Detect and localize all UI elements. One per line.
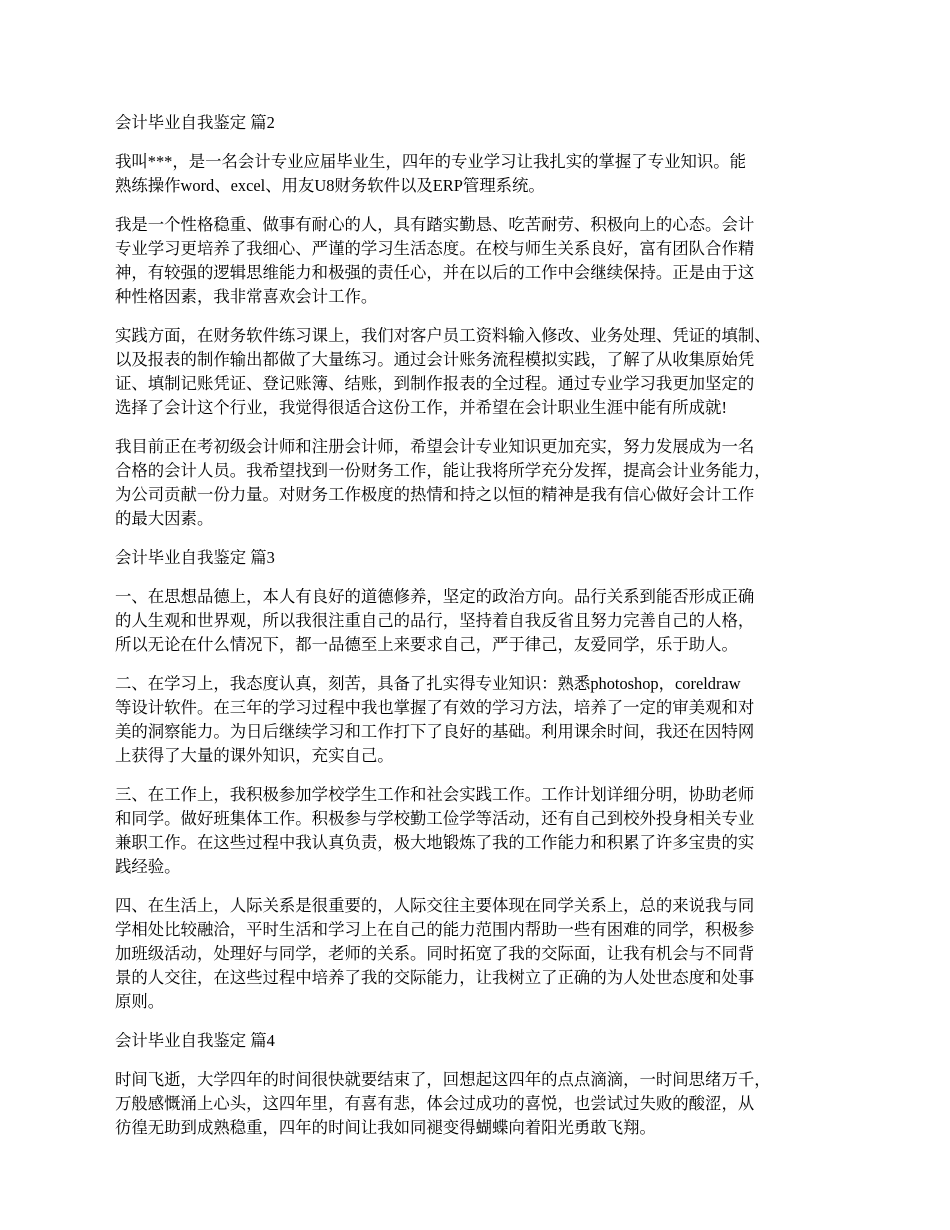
section-3 xyxy=(115,546,837,1014)
paragraph xyxy=(115,435,837,531)
text-line: 等设计软件。在三年的学习过程中我也掌握了有效的学习方法，培养了一定的审美观和对 xyxy=(115,698,755,717)
text-line: 加班级活动，处理好与同学，老师的关系。同时拓宽了我的交际面，让我有机会与不同背 xyxy=(115,944,755,963)
document-body xyxy=(115,111,837,1155)
text-line: 万般感慨涌上心头，这四年里，有喜有悲，体会过成功的喜悦，也尝试过失败的酸涩，从 xyxy=(115,1094,755,1113)
paragraph xyxy=(115,894,837,1014)
section-heading: 会计毕业自我鉴定 篇3 xyxy=(115,548,275,567)
text-line: 熟练操作word、excel、用友U8财务软件以及ERP管理系统。 xyxy=(115,176,545,195)
text-line: 证、填制记账凭证、登记账簿、结账，到制作报表的全过程。通过专业学习我更加坚定的 xyxy=(115,374,755,393)
text-line: 兼职工作。在这些过程中我认真负责，极大地锻炼了我的工作能力和积累了许多宝贵的实 xyxy=(115,833,755,852)
paragraph xyxy=(115,585,837,657)
text-line: 学相处比较融洽，平时生活和学习上在自己的能力范围内帮助一些有困难的同学，积极参 xyxy=(115,920,755,939)
text-line: 所以无论在什么情况下，都一品德至上来要求自己，严于律己，友爱同学，乐于助人。 xyxy=(115,635,738,654)
text-line: 专业学习更培养了我细心、严谨的学习生活态度。在校与师生关系良好，富有团队合作精 xyxy=(115,239,755,258)
text-line: 我叫***，是一名会计专业应届毕业生，四年的专业学习让我扎实的掌握了专业知识。能 xyxy=(115,152,747,171)
text-line: 三、在工作上，我积极参加学校学生工作和社会实践工作。工作计划详细分明，协助老师 xyxy=(115,785,755,804)
section-heading: 会计毕业自我鉴定 篇4 xyxy=(115,1031,275,1050)
paragraph xyxy=(115,783,837,879)
section-2 xyxy=(115,111,837,531)
text-line: 合格的会计人员。我希望找到一份财务工作，能让我将所学充分发挥，提高会计业务能力， xyxy=(115,461,771,480)
paragraph xyxy=(115,213,837,309)
text-line: 我是一个性格稳重、做事有耐心的人，具有踏实勤恳、吃苦耐劳、积极向上的心态。会计 xyxy=(115,215,755,234)
text-line: 的最大因素。 xyxy=(115,509,214,528)
text-line: 一、在思想品德上，本人有良好的道德修养，坚定的政治方向。品行关系到能否形成正确 xyxy=(115,587,755,606)
text-line: 种性格因素，我非常喜欢会计工作。 xyxy=(115,287,378,306)
text-line: 为公司贡献一份力量。对财务工作极度的热情和持之以恒的精神是我有信心做好会计工作 xyxy=(115,485,755,504)
paragraph xyxy=(115,1068,837,1140)
paragraph xyxy=(115,150,837,198)
text-line: 四、在生活上，人际关系是很重要的，人际交往主要体现在同学关系上，总的来说我与同 xyxy=(115,896,755,915)
text-line: 二、在学习上，我态度认真，刻苦，具备了扎实得专业知识：熟悉photoshop，coreldraw xyxy=(115,674,741,693)
text-line: 实践方面，在财务软件练习课上，我们对客户员工资料输入修改、业务处理、凭证的填制、 xyxy=(115,326,771,345)
paragraph xyxy=(115,324,837,420)
text-line: 景的人交往，在这些过程中培养了我的交际能力，让我树立了正确的为人处世态度和处事 xyxy=(115,968,755,987)
text-line: 践经验。 xyxy=(115,857,181,876)
section-4 xyxy=(115,1029,837,1140)
text-line: 和同学。做好班集体工作。积极参与学校勤工俭学等活动，还有自己到校外投身相关专业 xyxy=(115,809,755,828)
paragraph xyxy=(115,672,837,768)
text-line: 选择了会计这个行业，我觉得很适合这份工作，并希望在会计职业生涯中能有所成就! xyxy=(115,398,727,417)
text-line: 我目前正在考初级会计师和注册会计师，希望会计专业知识更加充实，努力发展成为一名 xyxy=(115,437,755,456)
text-line: 原则。 xyxy=(115,992,165,1011)
text-line: 上获得了大量的课外知识，充实自己。 xyxy=(115,746,394,765)
text-line: 神，有较强的逻辑思维能力和极强的责任心，并在以后的工作中会继续保持。正是由于这 xyxy=(115,263,755,282)
text-line: 美的洞察能力。为日后继续学习和工作打下了良好的基础。利用课余时间，我还在因特网 xyxy=(115,722,755,741)
text-line: 时间飞逝，大学四年的时间很快就要结束了，回想起这四年的点点滴滴，一时间思绪万千， xyxy=(115,1070,771,1089)
text-line: 以及报表的制作输出都做了大量练习。通过会计账务流程模拟实践，了解了从收集原始凭 xyxy=(115,350,755,369)
text-line: 彷徨无助到成熟稳重，四年的时间让我如同褪变得蝴蝶向着阳光勇敢飞翔。 xyxy=(115,1118,656,1137)
text-line: 的人生观和世界观，所以我很注重自己的品行，坚持着自我反省且努力完善自己的人格， xyxy=(115,611,755,630)
section-heading: 会计毕业自我鉴定 篇2 xyxy=(115,113,275,132)
